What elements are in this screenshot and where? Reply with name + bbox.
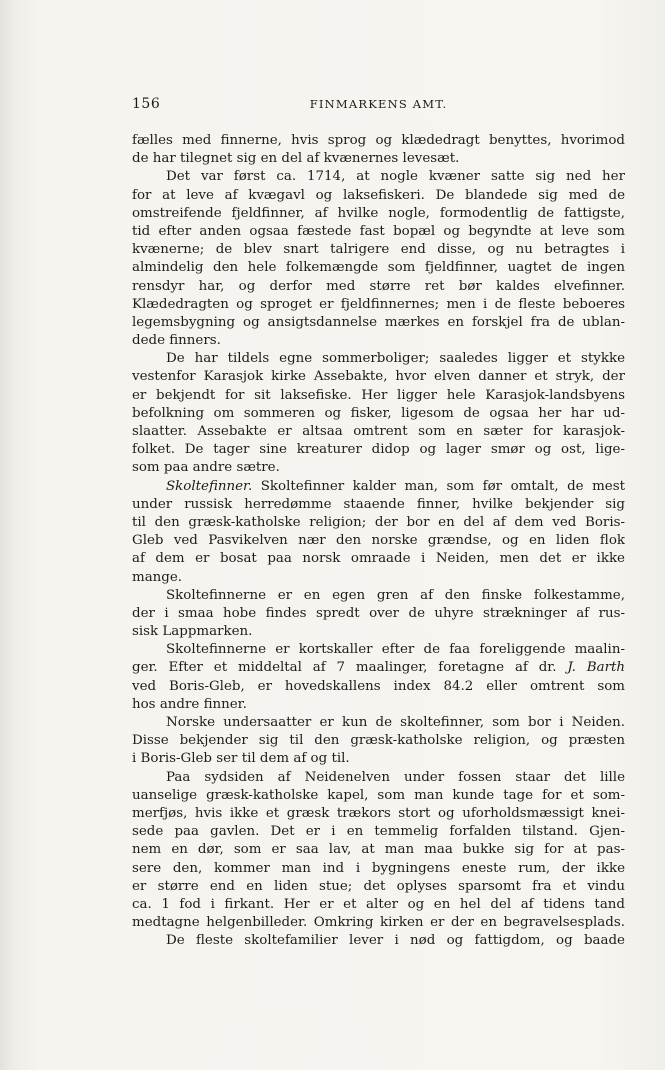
text-line: De har tildels egne sommerboliger; saaledes ligger et stykke (166, 351, 625, 367)
text-line: Disse bekjender sig til den græsk-katholske religion, og præsten (132, 733, 625, 749)
text-line: Gleb ved Pasvikelven nær den norske grændse, og en liden flok (132, 533, 625, 549)
text-line: almindelig den hele folkemængde som fjeldfinner, uagtet de ingen (132, 260, 625, 276)
text-line: folket. De tager sine kreaturer didop og lager smør og ost, lige- (132, 442, 625, 458)
text-line: medtagne helgenbilleder. Omkring kirken er der en begravelsesplads. (132, 915, 625, 931)
text-line: ger. Efter et middeltal af 7 maalinger, foretagne af dr. J. Barth (132, 660, 625, 676)
text-line: Det var først ca. 1714, at nogle kvæner satte sig ned her (166, 169, 625, 185)
text-line: ved Boris-Gleb, er hovedskallens index 84.2 eller omtrent som (132, 678, 625, 694)
text-line: der i smaa hobe findes spredt over de uhyre strækninger af rus- (132, 605, 625, 621)
text-line: Skoltefinner. Skoltefinner kalder man, som før omtalt, de mest (166, 478, 625, 494)
text-line: de har tilegnet sig en del af kvænernes levesæt. (132, 151, 460, 167)
text-line: De fleste skoltefamilier lever i nød og fattigdom, og baade (166, 933, 625, 949)
text-line: omstreifende fjeldfinner, af hvilke nogle, formodentlig de fattigste, (132, 205, 625, 221)
author-name-barth: J. Barth (567, 660, 625, 676)
text-line: sede paa gavlen. Det er i en temmelig forfalden tilstand. Gjen- (132, 824, 625, 840)
text-line: Skoltefinnerne er kortskaller efter de faa foreliggende maalin- (166, 642, 625, 658)
text-line: i Boris-Gleb ser til dem af og til. (132, 751, 350, 767)
text-line: hos andre finner. (132, 696, 247, 712)
text-line: under russisk herredømme staaende finner, hvilke bekjender sig (132, 496, 625, 512)
text-line: legemsbygning og ansigtsdannelse mærkes en forskjel fra de ublan- (132, 314, 625, 330)
text-line: merfjøs, hvis ikke et græsk trækors stort og uforholdsmæssigt knei- (132, 805, 625, 821)
text-line: dede finners. (132, 333, 221, 349)
text-line: vestenfor Karasjok kirke Assebakte, hvor elven danner et stryk, der (132, 369, 625, 385)
text-line: slaatter. Assebakte er altsaa omtrent som en sæter for karasjok- (132, 424, 625, 439)
text-line: som paa andre sætre. (132, 460, 280, 476)
text-line: ca. 1 fod i firkant. Her er et alter og en hel del af tidens tand (132, 896, 625, 912)
text-line: fælles med finnerne, hvis sprog og klædedragt benyttes, hvorimod (132, 133, 625, 148)
text-line: befolkning om sommeren og fisker, ligesom de ogsaa her har ud- (132, 405, 625, 421)
body-text (132, 132, 625, 950)
text-line: sere den, kommer man ind i bygningens eneste rum, der ikke (132, 860, 625, 876)
text-line: sisk Lappmarken. (132, 624, 253, 640)
page-number: 156 (132, 96, 161, 112)
section-heading-skoltefinner: Skoltefinner. (166, 478, 253, 494)
text-line: Paa sydsiden af Neidenelven under fossen staar det lille (166, 769, 625, 785)
text-line: for at leve af kvægavl og laksefiskeri. De blandede sig med de (132, 187, 625, 203)
text-line: nem en dør, som er saa lav, at man maa bukke sig for at pas- (132, 842, 625, 858)
running-title: FINMARKENS AMT. (309, 97, 448, 111)
text-line: rensdyr har, og derfor med større ret bør kaldes elvefinner. (132, 278, 625, 294)
page-header (132, 96, 625, 116)
text-line: kvænerne; de blev snart talrigere end disse, og nu betragtes i (132, 242, 625, 258)
text-line: er større end en liden stue; det oplyses sparsomt fra et vindu (132, 878, 625, 894)
text-line: tid efter anden ogsaa fæstede fast bopæl og begyndte at leve som (132, 223, 625, 239)
text-line: Norske undersaatter er kun de skoltefinner, som bor i Neiden. (166, 715, 625, 730)
text-line: uanselige græsk-katholske kapel, som man kunde tage for et som- (132, 787, 625, 803)
text-line: mange. (132, 569, 183, 585)
text-line: af dem er bosat paa norsk omraade i Neiden, men det er ikke (132, 551, 625, 567)
text-line: til den græsk-katholske religion; der bor en del af dem ved Boris- (132, 514, 625, 530)
text-line: er bekjendt for sit laksefiske. Her ligger hele Karasjok-landsbyens (132, 387, 625, 403)
text-line: Skoltefinnerne er en egen gren af den finske folkestamme, (166, 587, 625, 603)
text-line: Klædedragten og sproget er fjeldfinnernes; men i de fleste beboeres (132, 296, 625, 312)
